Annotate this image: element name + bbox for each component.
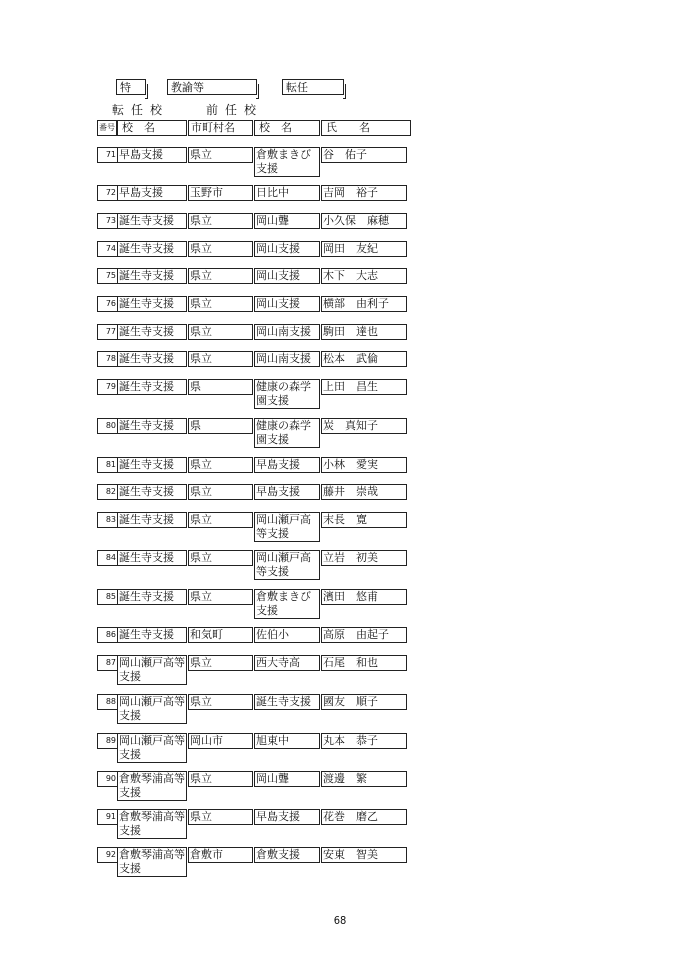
row-school: 誕生寺支援 [117, 241, 187, 257]
row-municipality: 和気町 [188, 627, 253, 643]
type-label: 転任 [286, 81, 308, 94]
row-person-name: 濱田 悠甫 [321, 589, 407, 605]
row-person-name: 國友 順子 [321, 694, 407, 710]
row-prev-school: 倉敷支援 [254, 847, 320, 863]
row-municipality: 県立 [188, 809, 253, 825]
row-school: 誕生寺支援 [117, 324, 187, 340]
row-prev-school: 西大寺高 [254, 655, 320, 671]
row-municipality: 県立 [188, 351, 253, 367]
row-school: 倉敷琴浦高等支援 [119, 848, 185, 875]
prev-school-name-header: 校 名 [254, 120, 320, 136]
row-number: 77 [97, 324, 117, 340]
row-municipality: 玉野市 [188, 185, 253, 201]
row-prev-school: 岡山聾 [254, 213, 320, 229]
row-person-name: 末長 寛 [321, 512, 407, 528]
row-number: 80 [97, 418, 117, 434]
category-box [116, 79, 146, 95]
row-number: 82 [97, 484, 117, 500]
row-person-name: 小久保 麻穂 [321, 213, 407, 229]
row-person-name: 木下 大志 [321, 268, 407, 284]
row-municipality: 倉敷市 [188, 847, 253, 863]
transfer-school-heading: 転任校 [112, 103, 170, 117]
municipality-header: 市町村名 [188, 120, 253, 136]
row-municipality: 県立 [188, 512, 253, 528]
row-school: 誕生寺支援 [117, 589, 187, 605]
row-municipality: 岡山市 [188, 733, 253, 749]
row-school: 誕生寺支援 [117, 484, 187, 500]
row-number: 71 [97, 147, 117, 163]
row-number: 72 [97, 185, 117, 201]
row-number: 78 [97, 351, 117, 367]
row-prev-school: 岡山支援 [254, 268, 320, 284]
row-prev-school: 早島支援 [254, 484, 320, 500]
row-municipality: 県立 [188, 655, 253, 671]
row-municipality: 県立 [188, 484, 253, 500]
row-person-name: 藤井 崇哉 [321, 484, 407, 500]
row-municipality: 県立 [188, 324, 253, 340]
row-municipality: 県立 [188, 694, 253, 710]
row-school: 岡山瀬戸高等支援 [119, 656, 185, 683]
row-person-name: 横部 由利子 [321, 296, 407, 312]
row-school: 誕生寺支援 [117, 351, 187, 367]
row-person-name: 岡田 友紀 [321, 241, 407, 257]
row-municipality: 県立 [188, 296, 253, 312]
row-number: 76 [97, 296, 117, 312]
row-person-name: 丸本 恭子 [321, 733, 407, 749]
category-label: 特 [120, 81, 131, 94]
row-prev-school: 健康の森学園支援 [254, 418, 320, 448]
row-school: 誕生寺支援 [117, 512, 187, 528]
row-person-name: 谷 佑子 [321, 147, 407, 163]
row-number: 81 [97, 457, 117, 473]
row-prev-school: 早島支援 [254, 457, 320, 473]
row-school: 誕生寺支援 [117, 627, 187, 643]
row-school: 誕生寺支援 [117, 418, 187, 434]
row-school: 誕生寺支援 [117, 457, 187, 473]
row-number: 85 [97, 589, 117, 605]
row-school: 誕生寺支援 [117, 296, 187, 312]
position-box [167, 79, 257, 95]
row-prev-school: 岡山支援 [254, 241, 320, 257]
row-municipality: 県 [188, 418, 253, 434]
row-municipality: 県立 [188, 268, 253, 284]
previous-school-heading: 前任校 [206, 103, 264, 117]
row-number: 84 [97, 550, 117, 566]
row-municipality: 県立 [188, 241, 253, 257]
row-prev-school: 旭東中 [254, 733, 320, 749]
row-number: 83 [97, 512, 117, 528]
row-person-name: 石尾 和也 [321, 655, 407, 671]
row-prev-school: 岡山南支援 [254, 324, 320, 340]
row-number: 90 [97, 771, 117, 787]
row-school: 早島支援 [117, 147, 187, 163]
row-school: 誕生寺支援 [117, 213, 187, 229]
row-person-name: 立岩 初美 [321, 550, 407, 566]
row-number: 73 [97, 213, 117, 229]
row-prev-school: 誕生寺支援 [254, 694, 320, 710]
row-person-name: 松本 武倫 [321, 351, 407, 367]
number-header: 番号 [97, 120, 117, 136]
row-school: 誕生寺支援 [117, 550, 187, 566]
row-number: 74 [97, 241, 117, 257]
row-prev-school: 岡山瀬戸高等支援 [254, 550, 320, 580]
row-number: 75 [97, 268, 117, 284]
row-person-name: 炭 真知子 [321, 418, 407, 434]
row-municipality: 県立 [188, 771, 253, 787]
row-prev-school: 倉敷まきび支援 [254, 147, 320, 177]
row-number: 89 [97, 733, 117, 749]
row-number: 91 [97, 809, 117, 825]
row-number: 92 [97, 847, 117, 863]
row-prev-school: 佐伯小 [254, 627, 320, 643]
row-number: 86 [97, 627, 117, 643]
row-person-name: 駒田 達也 [321, 324, 407, 340]
row-school: 倉敷琴浦高等支援 [119, 810, 185, 837]
person-name-header: 氏 名 [321, 120, 411, 136]
row-municipality: 県立 [188, 550, 253, 566]
row-school: 岡山瀬戸高等支援 [119, 695, 185, 722]
row-prev-school: 健康の森学園支援 [254, 379, 320, 409]
row-municipality: 県立 [188, 147, 253, 163]
row-person-name: 上田 昌生 [321, 379, 407, 395]
row-municipality: 県立 [188, 213, 253, 229]
row-prev-school: 岡山南支援 [254, 351, 320, 367]
row-prev-school: 岡山支援 [254, 296, 320, 312]
row-number: 79 [97, 379, 117, 395]
row-prev-school: 早島支援 [254, 809, 320, 825]
row-person-name: 吉岡 裕子 [321, 185, 407, 201]
row-municipality: 県立 [188, 457, 253, 473]
row-number: 88 [97, 694, 117, 710]
row-municipality: 県 [188, 379, 253, 395]
row-prev-school: 倉敷まきび支援 [254, 589, 320, 619]
type-box [282, 79, 344, 95]
row-person-name: 高原 由起子 [321, 627, 407, 643]
row-person-name: 安東 智美 [321, 847, 407, 863]
row-number: 87 [97, 655, 117, 671]
row-school: 岡山瀬戸高等支援 [119, 734, 185, 761]
row-person-name: 渡邊 繁 [321, 771, 407, 787]
row-prev-school: 日比中 [254, 185, 320, 201]
row-school: 早島支援 [117, 185, 187, 201]
row-prev-school: 岡山聾 [254, 771, 320, 787]
row-school: 倉敷琴浦高等支援 [119, 772, 185, 799]
row-prev-school: 岡山瀬戸高等支援 [254, 512, 320, 542]
row-person-name: 花巻 磨乙 [321, 809, 407, 825]
row-person-name: 小林 愛実 [321, 457, 407, 473]
row-school: 誕生寺支援 [117, 268, 187, 284]
row-municipality: 県立 [188, 589, 253, 605]
school-name-header: 校 名 [117, 120, 187, 136]
position-label: 教諭等 [171, 81, 204, 94]
row-school: 誕生寺支援 [117, 379, 187, 395]
page-number: 68 [333, 914, 347, 927]
